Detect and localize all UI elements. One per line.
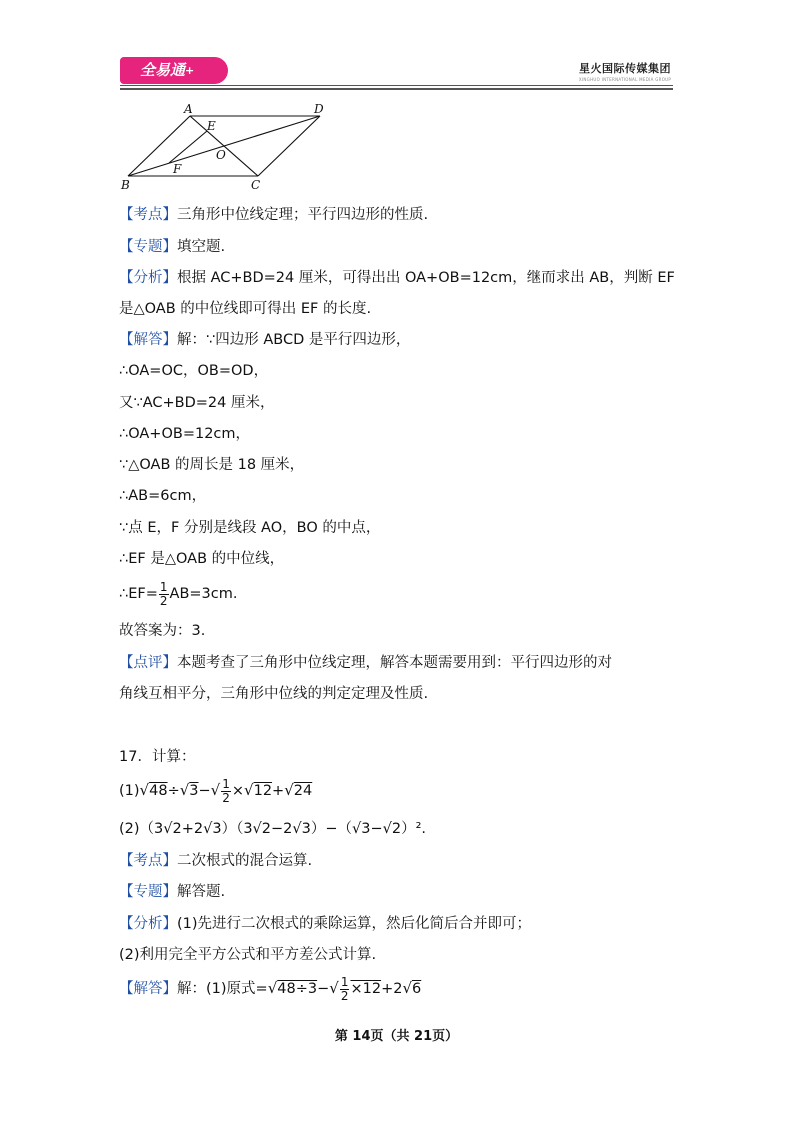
page-number: 第 14页（共 21页） bbox=[334, 1029, 459, 1044]
q16-dianping-cont: 角线互相平分，三角形中位线的判定定理及性质. bbox=[119, 686, 429, 702]
label-c: C bbox=[251, 178, 261, 192]
label-f: F bbox=[173, 162, 182, 176]
q17-kaodian: 【考点】二次根式的混合运算. bbox=[119, 853, 313, 869]
segment-ef bbox=[169, 131, 207, 163]
fraction-half: $\frac{1}{2}$ bbox=[222, 776, 230, 805]
header-rule bbox=[120, 85, 673, 86]
diagonal-ac bbox=[190, 116, 258, 176]
company-name-en: XINGHUO INTERNATIONAL MEDIA GROUP bbox=[578, 77, 672, 82]
q17-part-1: (1)√48÷√3−√ $\frac{1}{2}$ ×√12+√24 bbox=[119, 776, 313, 805]
q16-step-5: ∴AB=6cm， bbox=[119, 488, 207, 504]
q16-step-2: 又∵AC+BD=24 厘米， bbox=[119, 395, 275, 411]
q16-fenxi-cont: 是△OAB 的中位线即可得出 EF 的长度. bbox=[119, 301, 372, 317]
company-name-cn: 星火国际传媒集团 bbox=[579, 62, 671, 75]
q16-kaodian: 【考点】三角形中位线定理；平行四边形的性质. bbox=[119, 207, 429, 223]
fraction-half: $\frac{1}{2}$ bbox=[340, 974, 349, 1003]
q17-title: 17．计算： bbox=[119, 749, 196, 765]
q16-step-6: ∵点 E，F 分别是线段 AO，BO 的中点， bbox=[119, 520, 381, 536]
label-b: B bbox=[121, 178, 130, 192]
q16-answer: 故答案为：3. bbox=[119, 623, 206, 639]
fraction-half: $\frac{1}{2}$ bbox=[159, 579, 168, 608]
q16-step-8: ∴EF= $\frac{1}{2}$ AB=3cm. bbox=[119, 579, 238, 608]
label-d: D bbox=[314, 102, 324, 116]
q16-step-7: ∴EF 是△OAB 的中位线， bbox=[119, 551, 285, 567]
q16-zhuanti: 【专题】填空题. bbox=[119, 239, 226, 255]
q16-dianping: 【点评】本题考查了三角形中位线定理，解答本题需要用到：平行四边形的对 bbox=[119, 655, 612, 671]
company-name bbox=[577, 60, 673, 82]
header-rule-thick bbox=[120, 88, 673, 90]
label-e: E bbox=[207, 119, 216, 133]
q17-zhuanti: 【专题】解答题. bbox=[119, 884, 226, 900]
q16-step-4: ∵△OAB 的周长是 18 厘米， bbox=[119, 457, 305, 473]
label-a: A bbox=[184, 102, 193, 116]
q16-jieda: 【解答】解：∵四边形 ABCD 是平行四边形， bbox=[119, 332, 411, 348]
q17-fenxi-cont: (2)利用完全平方公式和平方差公式计算. bbox=[119, 947, 377, 963]
q16-step-1: ∴OA=OC，OB=OD， bbox=[119, 363, 269, 379]
q17-fenxi: 【分析】(1)先进行二次根式的乘除运算，然后化简后合并即可； bbox=[119, 916, 532, 932]
label-o: O bbox=[216, 148, 226, 162]
q16-step-3: ∴OA+OB=12cm， bbox=[119, 426, 251, 442]
parallelogram-figure bbox=[118, 100, 338, 192]
q16-fenxi: 【分析】根据 AC+BD=24 厘米，可得出出 OA+OB=12cm，继而求出 AB，判断 EF bbox=[119, 270, 675, 286]
q17-part-2: (2)（3√2+2√3）（3√2−2√3）−（√3−√2）². bbox=[119, 821, 426, 837]
brand-logo: 全易通+ bbox=[120, 57, 228, 84]
edge-cd bbox=[258, 116, 320, 176]
q17-jieda: 【解答】解：(1)原式=√48÷3−√ $\frac{1}{2}$ ×12+2√6 bbox=[119, 974, 422, 1003]
